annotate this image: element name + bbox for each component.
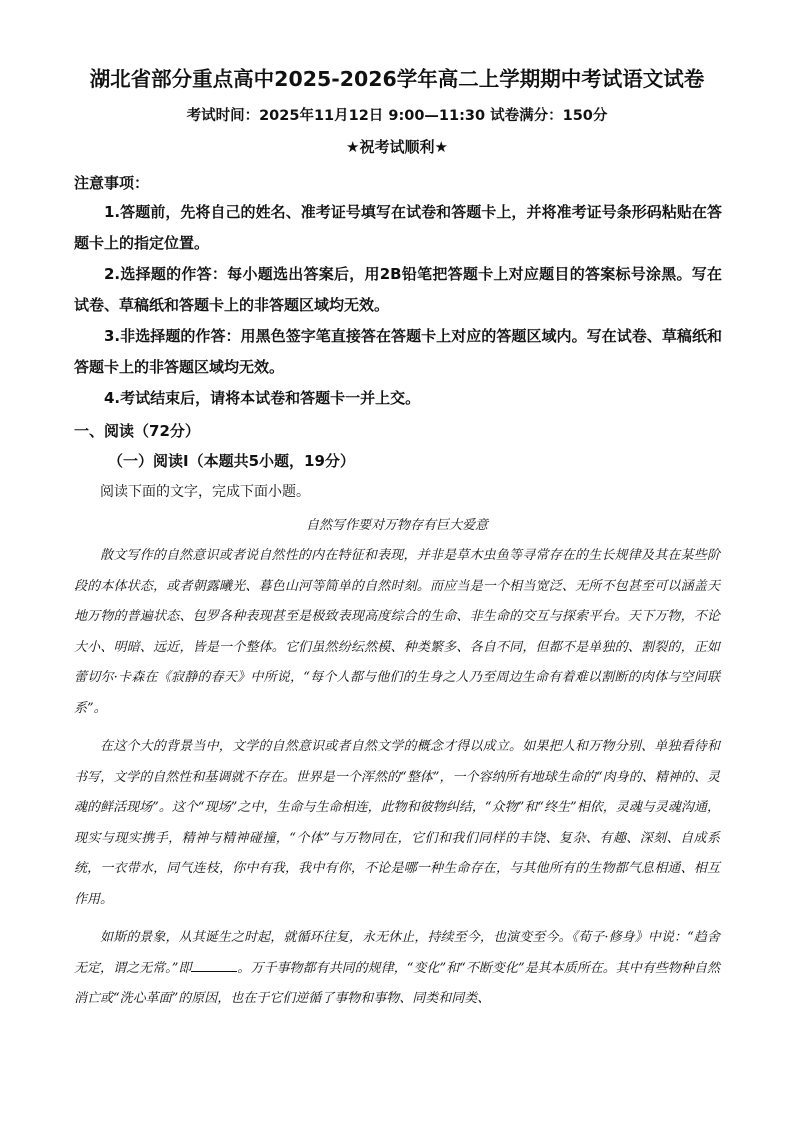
good-luck-banner: ★祝考试顺利★ bbox=[346, 138, 448, 156]
notice-item: 2.选择题的作答：每小题选出答案后，用2B铅笔把答题卡上对应题目的答案标号涂黑。写在试卷、草稿纸和答题卡上的非答题区域均无效。 bbox=[74, 265, 722, 314]
notice-item: 1.答题前，先将自己的姓名、准考证号填写在试卷和答题卡上，并将准考证号条形码粘贴在答题卡上的指定位置。 bbox=[74, 203, 722, 252]
notice-item: 3.非选择题的作答：用黑色签字笔直接答在答题卡上对应的答题区域内。写在试卷、草稿纸和答题卡上的非答题区域均无效。 bbox=[74, 327, 722, 376]
exam-time-info: 考试时间：2025年11月12日 9:00—11:30 试卷满分：150分 bbox=[186, 108, 608, 124]
paragraph-text: 如斯的景象，从其诞生之时起，就循环往复，永无休止，持续至今，也演变至今。《荀子·修身》中说：“趋舍无定，谓之无常。”即 bbox=[74, 930, 720, 976]
reading-instruction: 阅读下面的文字，完成下面小题。 bbox=[100, 484, 310, 500]
notice-heading: 注意事项： bbox=[74, 174, 150, 192]
article-body bbox=[74, 541, 720, 1023]
section-heading: 一、阅读（72分） bbox=[74, 422, 200, 440]
article-paragraph bbox=[74, 732, 720, 915]
subsection-heading: （一）阅读Ⅰ（本题共5小题，19分） bbox=[108, 452, 355, 470]
article-paragraph: 散文写作的自然意识或者说自然性的内在特征和表现，并非是草木虫鱼等寻常存在的生长规律及其在某些阶段的本体状态，或者朝露曦光、暮色山河等简单的自然时刻。而应当是一个相当宽泛、无所不包甚至可以涵盖天地万物的普遍状态、包罗各种表现甚至是极致表现高度综合的生命、非生命的交互与探索平台。天下万物，不论大小、明暗、远近，皆是一个整体。它们虽然纷纭然模、种类繁多、各自不同，但都不是单独的、割裂的，正如蕾切尔·卡森在《寂静的春天》中所说，“每个人都与他们的生身之人乃至周边生命有着难以割断的肉体与空间联系”。 bbox=[74, 548, 720, 716]
article-paragraph bbox=[74, 923, 720, 1015]
notice-item: 4.考试结束后，请将本试卷和答题卡一并上交。 bbox=[104, 389, 421, 407]
exam-title: 湖北省部分重点高中2025-2026学年高二上学期期中考试语文试卷 bbox=[89, 67, 705, 91]
paragraph-text: 在这个大的背景当中，文学的自然意识或者自然文学的概念才得以成立。如果把人和万物分别、单独看待和书写，文学的自然性和基调就不存在。世界是一个浑然的“整体”，一个容纳所有地球生命的“肉身的、精神的、灵魂的鲜活现场”。这个“现场”之中，生命与生命相连，此物和彼物纠结，“众物”和“终生”相依，灵魂与灵魂沟通，现实与现实携手，精神与精神碰撞，“个体”与万物同在，它们和我们同样的丰饶、复杂、有趣、深刻、自成系统，一衣带水，同气连枝，你中有我，我中有你，不论是哪一种生命存在，与其他所有的生物都气息相通、相互作用。 bbox=[74, 739, 720, 907]
paragraph-text: 。万千事物都有共同的规律，“变化”和“不断变化”是其本质所在。其中有些物种自然消亡或“洗心革面”的原因，也在于它们逆循了事物和事物、同类和同类、 bbox=[74, 960, 720, 1006]
notice-list bbox=[74, 197, 722, 414]
article-title: 自然写作要对万物存有巨大爱意 bbox=[305, 518, 488, 533]
fill-in-blank bbox=[191, 959, 237, 972]
